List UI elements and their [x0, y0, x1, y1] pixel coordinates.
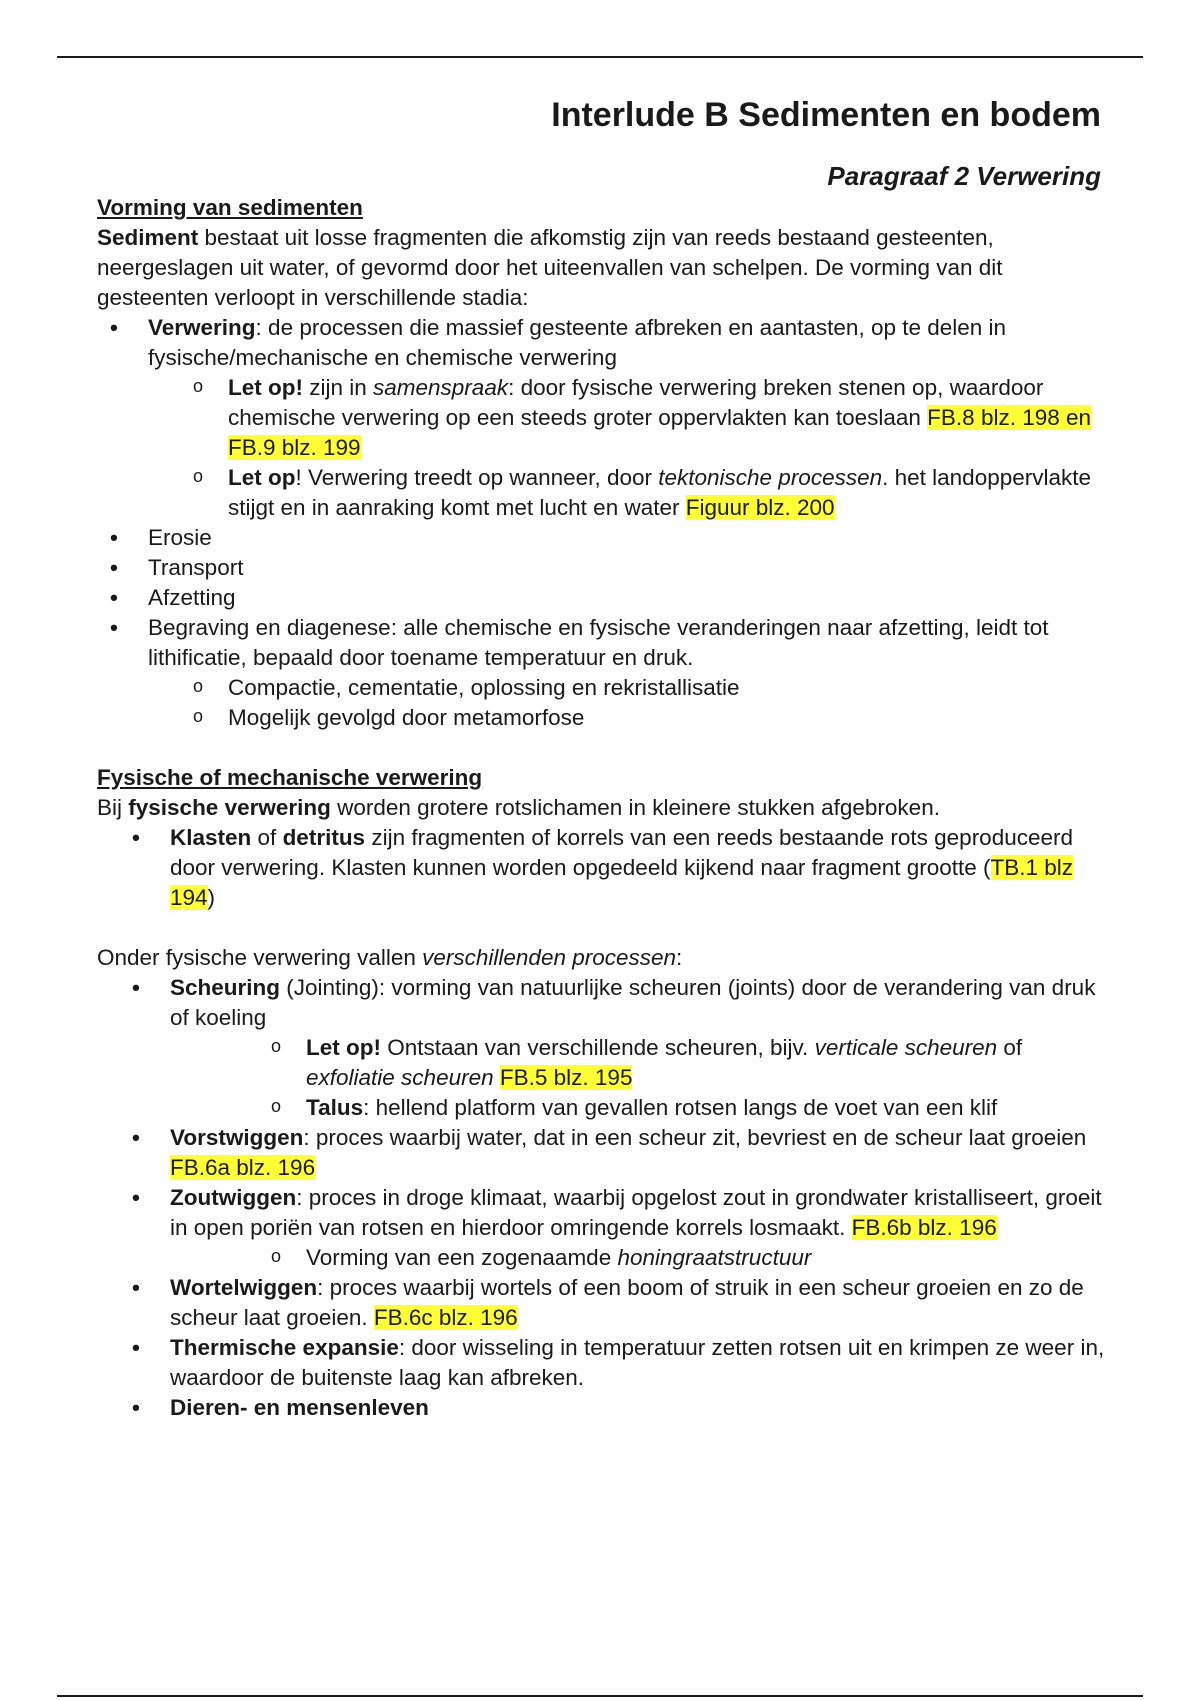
section-subtitle: Paragraaf 2 Verwering [827, 161, 1101, 191]
sub-item-compactie: o Compactie, cementatie, oplossing en rekristallisatie [148, 673, 1107, 703]
top-rule [57, 56, 1143, 58]
note-label: Let op [228, 465, 296, 490]
highlight-reference: FB.8 blz. 198 en FB.9 blz. 199 [228, 405, 1092, 460]
list-item-verwering [97, 313, 1107, 523]
text: of [251, 825, 283, 850]
text: Onder fysische verwering vallen [97, 945, 423, 970]
term-wortelwiggen: Wortelwiggen [170, 1275, 318, 1300]
heading-vorming-van-sedimenten: Vorming van sedimenten [97, 195, 363, 220]
highlight-reference: Figuur blz. 200 [685, 495, 835, 520]
list-item-erosie: • Erosie [97, 523, 1107, 553]
list-item-zoutwiggen [97, 1183, 1107, 1273]
italic-term: samenspraak [373, 375, 509, 400]
document-title: Interlude B Sedimenten en bodem [551, 96, 1101, 134]
text: worden grotere rotslichamen in kleinere stukken afgebroken. [330, 795, 940, 820]
list-item-thermische-expansie [97, 1333, 1107, 1393]
note-label: Let op! [228, 375, 303, 400]
text: : door wisseling in temperatuur zetten rotsen uit en krimpen ze weer in, waardoor de buitenste laag kan afbreken. [170, 1335, 1105, 1390]
text: ! Verwering treedt op wanneer, door [295, 465, 659, 490]
term-fysische-verwering: fysische verwering [128, 795, 331, 820]
text: zijn fragmenten of korrels van een reeds bestaande rots geproduceerd door verwering. Klasten kunnen worden opgedeeld kijkend naar fragment grootte ( [170, 825, 1074, 880]
sub-item-let-op-tektonisch [148, 463, 1107, 523]
highlight-reference: FB.6a blz. 196 [170, 1155, 316, 1180]
text: (Jointing): vorming van natuurlijke scheuren (joints) door de verandering van druk of koeling [170, 975, 1096, 1030]
italic-term: exfoliatie scheuren [306, 1065, 494, 1090]
highlight-reference: TB.1 blz 194 [170, 855, 1074, 910]
note-label: Let op! [306, 1035, 381, 1060]
list-item-dieren-mensenleven [97, 1393, 1107, 1423]
bottom-rule [57, 1695, 1143, 1697]
sub-item-let-op-samenspraak [148, 373, 1107, 463]
highlight-reference: FB.6b blz. 196 [851, 1215, 997, 1240]
term-scheuring: Scheuring [170, 975, 281, 1000]
text: zijn in [302, 375, 374, 400]
text [494, 1065, 500, 1090]
term-vorstwiggen: Vorstwiggen [170, 1125, 304, 1150]
list-item-begraving [97, 613, 1107, 733]
text: Bij [97, 795, 129, 820]
text: ) [207, 885, 216, 910]
sub-item-metamorfose: o Mogelijk gevolgd door metamorfose [148, 703, 1107, 733]
text: : proces in droge klimaat, waarbij opgelost zout in grondwater kristalliseert, groeit in open poriën van rotsen en hierdoor omringende korrels losmaakt. [170, 1185, 1102, 1240]
text: : door fysische verwering breken stenen op, waardoor chemische verwering op een steeds groter oppervlakten kan toeslaan [228, 375, 1044, 430]
verwering-sublist [148, 373, 1107, 523]
highlight-reference: FB.6c blz. 196 [373, 1305, 518, 1330]
term-thermische-expansie: Thermische expansie [170, 1335, 399, 1360]
text: of [997, 1035, 1023, 1060]
scheuring-sublist [170, 1033, 1107, 1123]
text: : proces waarbij wortels of een boom of struik in een scheur groeien en zo de scheur laat groeien. [170, 1275, 1084, 1330]
list-item-scheuring [97, 973, 1107, 1123]
list-item-klasten [97, 823, 1107, 913]
italic-term: verschillenden processen [422, 945, 677, 970]
processen-intro [97, 943, 1107, 973]
highlight-reference: FB.5 blz. 195 [499, 1065, 633, 1090]
text: Ontstaan van verschillende scheuren, bijv. [380, 1035, 815, 1060]
document-body [97, 93, 1107, 1423]
term-sediment: Sediment [97, 225, 199, 250]
term-detritus: detritus [282, 825, 366, 850]
sub-item-talus [170, 1093, 1107, 1123]
term-talus: Talus [306, 1095, 364, 1120]
sub-item-honingraat [170, 1243, 1107, 1273]
sediment-intro-text: bestaat uit losse fragmenten die afkomstig zijn van reeds bestaand gesteenten, neergeslagen uit water, of gevormd door het uiteenvallen van schelpen. De vorming van dit gesteenten verloopt in verschillende stadia: [97, 225, 1003, 310]
text: Begraving en diagenese: alle chemische en fysische veranderingen naar afzetting, leidt tot lithificatie, bepaald door toename temperatuur en druk. [148, 615, 1049, 670]
list-item-afzetting: • Afzetting [97, 583, 1107, 613]
begraving-sublist [148, 673, 1107, 733]
text: : [676, 945, 683, 970]
heading-fysische-verwering: Fysische of mechanische verwering [97, 765, 483, 790]
italic-term: tektonische processen [658, 465, 883, 490]
klasten-list [97, 823, 1107, 913]
stadia-list [97, 313, 1107, 733]
processen-list [97, 973, 1107, 1423]
list-item-vorstwiggen [97, 1123, 1107, 1183]
italic-term: verticale scheuren [814, 1035, 998, 1060]
text: . het landoppervlakte stijgt en in aanraking komt met lucht en water [228, 465, 1092, 520]
list-item-transport: • Transport [97, 553, 1107, 583]
sub-item-let-op-scheuren [170, 1033, 1107, 1093]
term-verwering: Verwering [148, 315, 256, 340]
term-dieren-mensenleven: Dieren- en mensenleven [170, 1395, 429, 1420]
sediment-intro [97, 223, 1107, 313]
fysische-intro [97, 793, 1107, 823]
text: : proces waarbij water, dat in een scheur zit, bevriest en de scheur laat groeien [303, 1125, 1087, 1150]
zoutwiggen-sublist [170, 1243, 1107, 1273]
list-item-wortelwiggen [97, 1273, 1107, 1333]
term-klasten: Klasten [170, 825, 252, 850]
italic-term: honingraatstructuur [617, 1245, 812, 1270]
text: : hellend platform van gevallen rotsen langs de voet van een klif [363, 1095, 998, 1120]
text: Vorming van een zogenaamde [306, 1245, 618, 1270]
text: : de processen die massief gesteente afbreken en aantasten, op te delen in fysische/mechanische en chemische verwering [148, 315, 1007, 370]
term-zoutwiggen: Zoutwiggen [170, 1185, 297, 1210]
